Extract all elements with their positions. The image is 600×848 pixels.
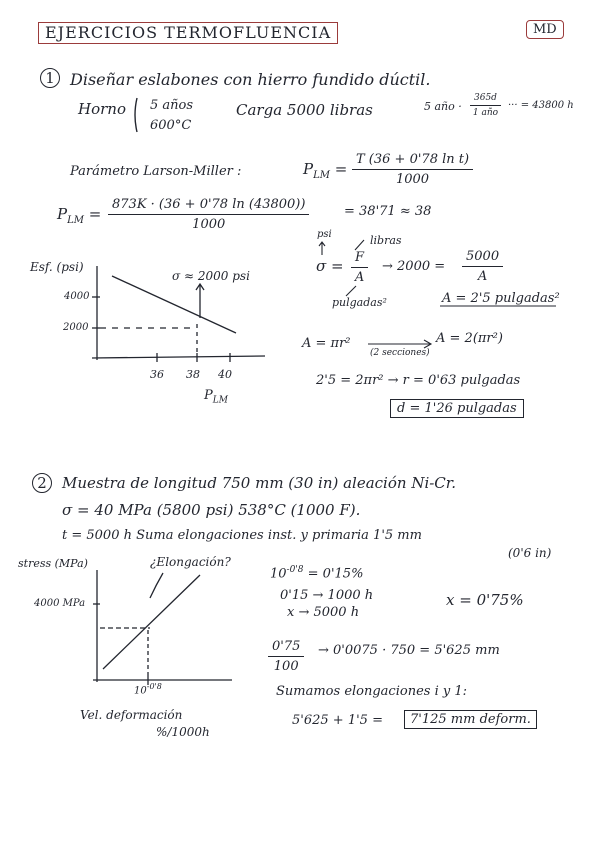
load-label: Carga 5000 libras: [236, 101, 373, 119]
graph1-xtick-40: 40: [218, 368, 232, 381]
condition-years: 5 años: [150, 98, 194, 113]
area-two-sections: A = 2(πr²): [436, 331, 503, 346]
plm-equals: =: [88, 205, 102, 223]
exercise-2-statement: Muestra de longitud 750 mm (30 in) aleación Ni-Cr.: [62, 474, 457, 492]
graph2-xtick: [134, 683, 162, 696]
elongation-fraction: [268, 639, 304, 674]
elongation-num: 0'75: [268, 639, 304, 657]
sigma-calc-num: 5000: [462, 249, 503, 267]
rate-base: 10: [270, 566, 287, 582]
graph1-xtick-36: 36: [150, 368, 164, 381]
elongation-result: → 0'0075 · 750 = 5'625 mm: [318, 643, 500, 658]
pulgadas-label: pulgadas²: [332, 296, 387, 309]
lm-numerator: T (36 + 0'78 ln t): [352, 152, 473, 170]
larson-miller-lhs: [303, 162, 347, 181]
hours-fraction-num: 365d: [470, 93, 501, 106]
graph2-question: ¿Elongación?: [150, 555, 231, 569]
graph2-xtick-base: 10: [134, 685, 147, 697]
lm-sub: LM: [313, 170, 330, 181]
hours-fraction: [470, 93, 501, 118]
rate-exp: -0'8: [286, 565, 304, 575]
exercise-2-number: 2: [32, 473, 52, 493]
hours-result: ··· = 43800 h: [508, 100, 574, 111]
plm-calc-num: 873K · (36 + 0'78 ln (43800)): [108, 197, 309, 215]
exercise-1-number: 1: [40, 68, 60, 88]
larson-miller-label: Parámetro Larson-Miller :: [70, 164, 242, 179]
sigma-calc-den: A: [477, 269, 488, 284]
rule-of-three-x: x = 0'75%: [446, 591, 524, 609]
graph1-annotation: σ ≈ 2000 psi: [172, 269, 250, 283]
exercise-1-statement: Diseñar eslabones con hierro fundido dúctil.: [70, 70, 431, 89]
radius-calc: 2'5 = 2πr² → r = 0'63 pulgadas: [316, 373, 521, 388]
graph1-ytick-4000: 4000: [64, 291, 90, 302]
graph1-xlabel-sub: LM: [212, 395, 228, 406]
plm-calc-den: 1000: [192, 217, 226, 232]
rule-of-three-a: 0'15 → 1000 h: [280, 588, 374, 603]
area-result: A = 2'5 pulgadas²: [442, 291, 560, 306]
psi-label: psi: [317, 229, 332, 240]
graph2-xlabel-2: %/1000h: [156, 725, 210, 739]
sigma-den: A: [354, 270, 365, 285]
area-formula: A = πr²: [302, 336, 351, 351]
graph1-ylabel: Esf. (psi): [30, 260, 84, 274]
plm-calc-fraction: [108, 197, 309, 232]
hours-lhs: 5 año ·: [424, 100, 462, 113]
sum-calc: 5'625 + 1'5 =: [292, 713, 383, 728]
rule-of-three-b: x → 5000 h: [287, 605, 360, 620]
graph1-xlabel: [204, 389, 228, 406]
elongation-den: 100: [273, 659, 299, 674]
sigma-num: F: [351, 250, 368, 268]
sigma-fraction: [351, 250, 368, 285]
graph1-xlabel-p: P: [204, 388, 213, 403]
exercise-2-time: t = 5000 h Suma elongaciones inst. y primaria 1'5 mm: [62, 528, 422, 543]
exercise-2-stress: σ = 40 MPa (5800 psi) 538°C (1000 F).: [62, 501, 361, 519]
sigma-calc-fraction: [462, 249, 503, 284]
lm-equals: =: [334, 160, 348, 178]
graph1-xtick-38: 38: [186, 368, 200, 381]
libras-label: libras: [370, 234, 402, 247]
plm-calc-result: = 38'71 ≈ 38: [344, 204, 432, 219]
plm-calc-lhs: [57, 207, 101, 226]
sigma-eq: σ =: [316, 257, 344, 275]
exercise-2-time-in: (0'6 in): [508, 546, 552, 560]
horno-label: Horno: [78, 100, 126, 118]
plm-sub: LM: [67, 215, 84, 226]
rate-rhs: = 0'15%: [307, 566, 364, 582]
plm-p: P: [57, 205, 68, 223]
condition-temperature: 600°C: [150, 118, 192, 133]
sum-result: 7'125 mm deform.: [404, 710, 537, 729]
page-title: EJERCICIOS TERMOFLUENCIA: [38, 22, 338, 44]
graph2-ylabel: stress (MPa): [18, 557, 88, 570]
lm-denominator: 1000: [395, 172, 430, 187]
graph2-xlabel-1: Vel. deformación: [80, 708, 183, 722]
graph2-xtick-exp: -0'8: [146, 682, 162, 691]
lm-p: P: [303, 160, 314, 178]
larson-miller-formula: [352, 152, 473, 187]
graph2-ytick: 4000 MPa: [34, 598, 86, 609]
hours-fraction-den: 1 año: [472, 108, 499, 118]
graph1-ytick-2000: 2000: [63, 322, 89, 333]
sigma-calc: → 2000 =: [382, 259, 446, 274]
author-initials: MD: [526, 20, 564, 39]
sum-label: Sumamos elongaciones i y 1:: [276, 684, 467, 699]
rate-line: [270, 566, 363, 580]
two-sections-label: (2 secciones): [370, 348, 430, 358]
diameter-result: d = 1'26 pulgadas: [390, 399, 524, 418]
